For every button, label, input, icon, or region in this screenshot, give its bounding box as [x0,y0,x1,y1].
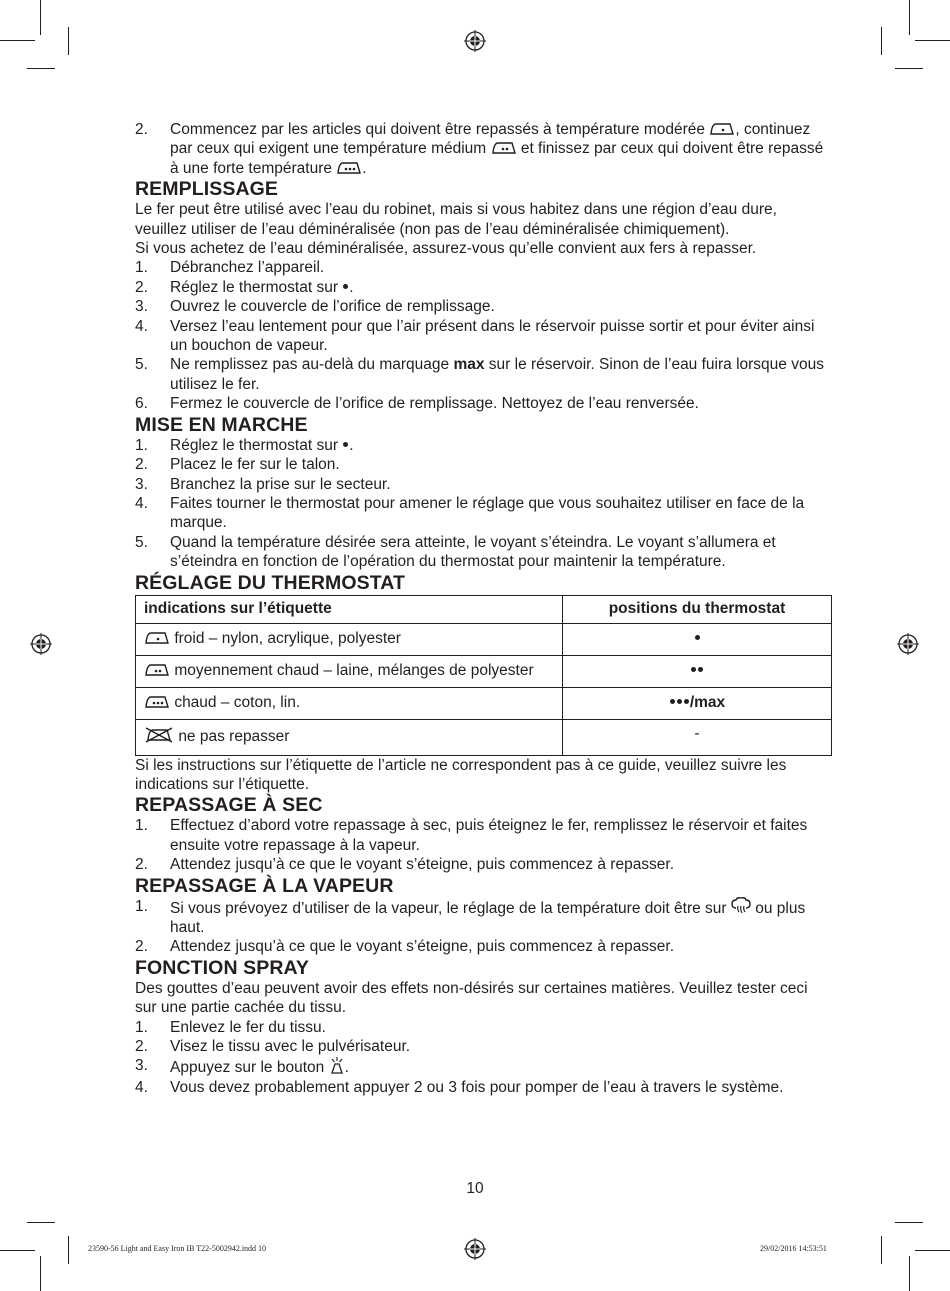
fabric-label: ne pas repasser [178,728,290,746]
list-number: 1. [135,436,148,454]
iron-2-dots-icon [144,663,170,677]
list-number: 1. [135,259,148,277]
remplissage-list [135,258,832,413]
section-title-remplissage: REMPLISSAGE [135,178,279,201]
list-text: Effectuez d’abord votre repassage à sec, puis éteignez le fer, remplissez le réservoir et faites ensuite votre repassage à la vapeur. [170,817,808,854]
list-item [135,258,832,277]
column-header-positions: positions du thermostat [563,595,832,623]
table-header-row [136,595,832,623]
crop-mark [27,1222,55,1223]
list-item [135,1037,832,1056]
paragraph: Le fer peut être utilisé avec l’eau du robinet, mais si vous habitez dans une région d’eau dure, veuillez utiliser de l’eau déminéralisée (non pas de l’eau déminéralisée chimiquement). [135,201,777,238]
list-text: Branchez la prise sur le secteur. [170,475,391,493]
list-text [170,1056,832,1077]
table-cell-position: - [563,719,832,755]
list-number: 6. [135,395,148,413]
text-run: . [362,159,367,177]
no-iron-icon [144,727,174,743]
list-number: 2. [135,278,148,296]
spray-button-icon [329,1056,345,1074]
iron-3-dots-icon [336,161,362,175]
list-number: 2. [135,1038,148,1055]
list-text: Débranchez l’appareil. [170,259,325,277]
list-item [135,1018,832,1037]
list-number: 2. [135,938,148,956]
list-text [170,355,832,394]
footer-filename: 23590-56 Light and Easy Iron IB T22-5002942.indd 10 [88,1244,267,1253]
table-row [136,623,832,655]
list-number: 5. [135,533,148,551]
crop-mark [915,1250,950,1251]
list-item [135,317,832,356]
iron-1-dot-icon [144,631,170,645]
table-cell-position [563,687,832,719]
list-item [135,475,832,494]
thermostat-dot-icon [343,284,348,289]
crop-mark [40,1256,41,1291]
mise-en-marche-list [135,436,832,572]
list-item [135,494,832,533]
section-title-mise-en-marche: MISE EN MARCHE [135,413,308,436]
table-cell-label [136,623,563,655]
steam-icon [731,897,751,915]
section-title-repassage-vapeur: REPASSAGE À LA VAPEUR [135,874,394,897]
paragraph: Des gouttes d’eau peuvent avoir des effets non-désirés sur certaines matières. Veuillez tester ceci sur une partie cachée du tissu. [135,979,808,1017]
list-item [135,1056,832,1077]
list-item [135,436,832,455]
list-text: Placez le fer sur le talon. [170,456,340,474]
table-row [136,687,832,719]
list-text: Faites tourner le thermostat pour amener le réglage que vous souhaitez utiliser en face de la marque. [170,494,805,532]
list-text [170,278,832,297]
crop-mark [68,27,69,55]
thermostat-dot-icon [698,667,703,672]
repassage-vapeur-list [135,897,832,957]
text-run: Ne remplissez pas au-delà du marquage [170,356,454,374]
table-cell-label [136,687,563,719]
registration-mark-icon [897,633,919,655]
list-number: 1. [135,1018,148,1036]
spray-list [135,1018,832,1098]
iron-3-dots-icon [144,695,170,709]
text-run: sur le réservoir. Sinon de l’eau fuira lorsque vous utilisez le fer. [170,356,824,393]
fabric-label: chaud – coton, lin. [174,694,301,712]
text-run: Appuyez sur le bouton [170,1059,329,1077]
list-number: 3. [135,475,148,493]
crop-mark [909,1256,910,1291]
thermostat-dot-icon [343,442,348,447]
list-number: 1. [135,817,148,835]
list-item [135,937,832,956]
max-label: /max [689,694,726,712]
list-item [135,120,832,178]
list-number: 4. [135,317,148,335]
list-item [135,897,832,938]
registration-mark-icon [30,633,52,655]
thermostat-dot-icon [677,699,682,704]
section-title-reglage: RÉGLAGE DU THERMOSTAT [135,571,406,594]
table-cell-label [136,719,563,755]
list-item [135,297,832,316]
thermostat-table [135,595,832,756]
crop-mark [895,68,923,69]
text-run: . [349,278,354,296]
iron-1-dot-icon [709,122,735,136]
table-cell-position [563,623,832,655]
crop-mark [0,1250,35,1251]
text-run: Commencez par les articles qui doivent être repassés à température modérée [170,121,710,138]
text-run: . [344,1059,349,1077]
list-item [135,394,832,413]
list-number: 4. [135,494,148,512]
list-item [135,855,832,874]
list-text: Enlevez le fer du tissu. [170,1018,326,1036]
crop-mark [895,1222,923,1223]
table-cell-label [136,655,563,687]
list-number: 3. [135,1057,148,1075]
crop-mark [68,1236,69,1264]
text-run: Si vous prévoyez d’utiliser de la vapeur, le réglage de la température doit être sur [170,899,731,917]
list-item [135,533,832,572]
list-text: Versez l’eau lentement pour que l’air présent dans le réservoir puisse sortir et pour éviter ainsi un bouchon de vapeur. [170,317,815,355]
list-text: Attendez jusqu’à ce que le voyant s’éteigne, puis commencez à repasser. [170,856,675,874]
paragraph: Si les instructions sur l’étiquette de l’article ne correspondent pas à ce guide, veuillez suivre les indications sur l’étiquette. [135,756,787,793]
list-item [135,278,832,297]
list-text: Quand la température désirée sera atteinte, le voyant s’éteindra. Le voyant s’allumera et s’éteindra en fonction de l’opération du thermostat pour maintenir la température. [170,533,776,571]
list-number: 2. [135,856,148,874]
table-row [136,719,832,755]
max-marking: max [453,356,485,374]
repassage-sec-list [135,816,832,874]
section-title-spray: FONCTION SPRAY [135,956,310,979]
crop-mark [40,0,41,35]
list-number: 2. [135,456,148,474]
list-item [135,1078,832,1097]
list-text [170,436,832,455]
thermostat-dot-icon [684,699,689,704]
crop-mark [0,40,35,41]
text-run: et finissez par ceux qui doivent être repassé à une forte température [170,140,824,177]
registration-mark-icon [464,30,486,52]
crop-mark [881,27,882,55]
fabric-label: froid – nylon, acrylique, polyester [174,630,401,648]
text-run: . [349,436,354,454]
footer-timestamp: 29/02/2016 14:53:51 [760,1244,827,1253]
list-text: Attendez jusqu’à ce que le voyant s’éteigne, puis commencez à repasser. [170,938,675,956]
section-title-repassage-sec: REPASSAGE À SEC [135,794,323,817]
list-item [135,355,832,394]
crop-mark [915,40,950,41]
crop-mark [27,68,55,69]
list-text: Ouvrez le couvercle de l’orifice de remplissage. [170,298,495,316]
thermostat-dot-icon [695,635,700,640]
thermostat-dot-icon [691,667,696,672]
thermostat-dot-icon [670,699,675,704]
list-text [170,897,832,938]
table-cell-position [563,655,832,687]
registration-mark-icon [464,1238,486,1260]
text-run: , continuez par ceux qui exigent une température médium [170,121,811,158]
list-text: Fermez le couvercle de l’orifice de remplissage. Nettoyez de l’eau renversée. [170,395,699,413]
text-run: Réglez le thermostat sur [170,278,343,296]
list-text [170,120,832,178]
iron-2-dots-icon [491,141,517,155]
crop-mark [909,0,910,35]
list-text: Vous devez probablement appuyer 2 ou 3 fois pour pomper de l’eau à travers le système. [170,1078,784,1096]
table-row [136,655,832,687]
list-number: 1. [135,897,148,915]
list-number: 3. [135,298,148,316]
text-run: Réglez le thermostat sur [170,436,343,454]
paragraph: Si vous achetez de l’eau déminéralisée, assurez-vous qu’elle convient aux fers à repasser. [135,240,757,258]
list-number: 2. [135,121,148,138]
text-run: ou plus haut. [170,899,806,936]
list-number: 4. [135,1078,148,1096]
crop-mark [881,1236,882,1264]
column-header-labels: indications sur l’étiquette [136,595,563,623]
list-item [135,455,832,474]
list-number: 5. [135,356,148,374]
list-item [135,816,832,855]
fabric-label: moyennement chaud – laine, mélanges de polyester [174,662,534,680]
page-content [135,120,832,1097]
list-text: Visez le tissu avec le pulvérisateur. [170,1038,411,1055]
page-number: 10 [466,1180,484,1197]
